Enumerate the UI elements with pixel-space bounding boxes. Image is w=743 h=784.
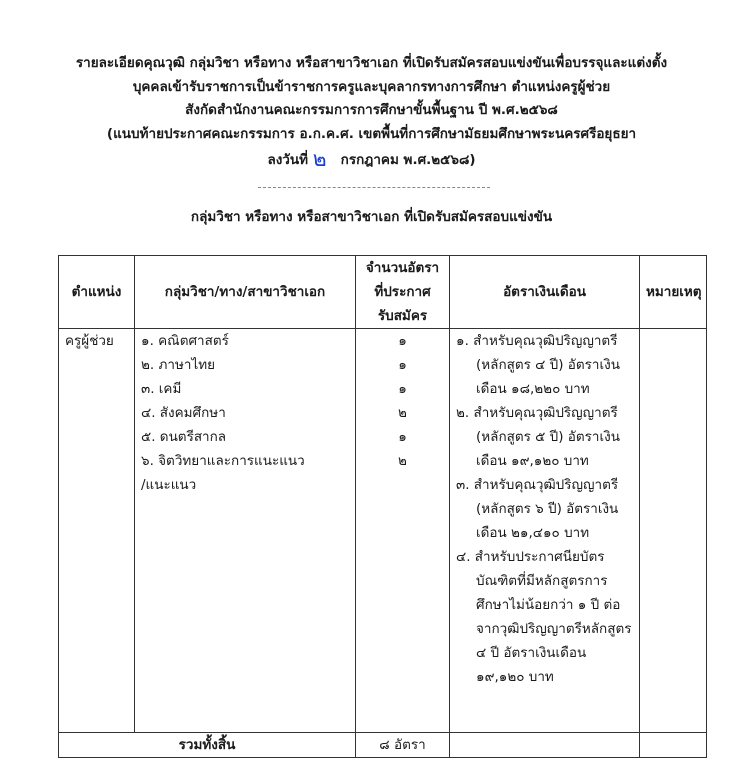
salary-item: ๓. สำหรับคุณวุฒิปริญญาตรี (หลักสูตร ๖ ปี) อัตราเงินเดือน ๒๑,๔๑๐ บาท: [456, 477, 619, 541]
total-note-cell: [640, 733, 707, 758]
count-value: ๑: [398, 381, 407, 397]
count-value: ๑: [398, 333, 407, 349]
count-value: ๑: [398, 357, 407, 373]
header-count: [356, 256, 450, 329]
header-count-line-2: ที่ประกาศ: [374, 284, 431, 300]
subjects-cell: [135, 329, 356, 733]
header-line-1: รายละเอียดคุณวุฒิ กลุ่มวิชา หรือทาง หรือสาขาวิชาเอก ที่เปิดรับสมัครสอบแข่งขันเพื่อบรรจุและแต่งตั้ง: [75, 55, 668, 71]
table-title: กลุ่มวิชา หรือทาง หรือสาขาวิชาเอก ที่เปิดรับสมัครสอบแข่งขัน: [190, 209, 553, 225]
total-salary-cell: [450, 733, 640, 758]
header-date-suffix: กรกฎาคม พ.ศ.๒๕๖๘): [340, 152, 476, 168]
counts-cell: [356, 329, 450, 733]
total-label: รวมทั้งสิ้น: [59, 733, 356, 758]
header-line-5: [40, 146, 703, 173]
count-value: ๒: [398, 453, 407, 469]
header-position: ตำแหน่ง: [59, 256, 135, 329]
total-value: ๘ อัตรา: [356, 733, 450, 758]
header-subject: กลุ่มวิชา/ทาง/สาขาวิชาเอก: [135, 256, 356, 329]
total-row: [59, 733, 707, 758]
salary-cell: [450, 329, 640, 733]
header-line-4: (แนบท้ายประกาศคณะกรรมการ อ.ก.ค.ศ. เขตพื้นที่การศึกษามัธยมศึกษาพระนครศรีอยุธยา: [106, 125, 637, 142]
salary-item: ๔. สำหรับประกาศนียบัตรบัณฑิตที่มีหลักสูตรการศึกษาไม่น้อยกว่า ๑ ปี ต่อจากวุฒิปริญญาตรีหลักสูตร ๔ ปี อัตราเงินเดือน ๑๙,๑๒๐ บาท: [456, 549, 632, 685]
count-value: ๒: [398, 405, 407, 421]
table-body-row: [59, 329, 707, 733]
header-count-line-1: จำนวนอัตรา: [365, 260, 440, 276]
header-note: หมายเหตุ: [640, 256, 707, 329]
subject-item: ๑. คณิตศาสตร์: [141, 333, 229, 349]
salary-item: ๒. สำหรับคุณวุฒิปริญญาตรี (หลักสูตร ๕ ปี) อัตราเงินเดือน ๑๙,๑๒๐ บาท: [456, 405, 620, 469]
header-salary: อัตราเงินเดือน: [450, 256, 640, 329]
subject-item: ๖. จิตวิทยาและการแนะแนว: [141, 453, 305, 469]
document-header: [40, 52, 703, 173]
note-cell: [640, 329, 707, 733]
header-line-2: บุคคลเข้ารับราชการเป็นข้าราชการครูและบุคลากรทางการศึกษา ตำแหน่งครูผู้ช่วย: [132, 78, 611, 95]
subject-item: ๓. เคมี: [141, 381, 182, 397]
position-cell: ครูผู้ช่วย: [59, 329, 135, 733]
salary-item: ๑. สำหรับคุณวุฒิปริญญาตรี (หลักสูตร ๔ ปี) อัตราเงินเดือน ๑๘,๒๒๐ บาท: [456, 333, 620, 397]
header-line-3: สังกัดสำนักงานคณะกรรมการการศึกษาขั้นพื้นฐาน ปี พ.ศ.๒๕๖๘: [185, 102, 558, 118]
handwritten-day: ๒: [312, 147, 327, 171]
count-value: ๑: [398, 429, 407, 445]
header-count-line-3: รับสมัคร: [377, 308, 428, 324]
header-date-prefix: ลงวันที่: [267, 152, 309, 168]
subject-item: ๕. ดนตรีสากล: [141, 429, 227, 445]
divider-line: [258, 187, 490, 188]
subject-item: ๔. สังคมศึกษา: [141, 405, 226, 421]
subjects-table: [58, 255, 707, 758]
table-header-row: [59, 256, 707, 329]
subject-item: ๒. ภาษาไทย: [141, 357, 216, 373]
subject-item-continued: /แนะแนว: [141, 477, 197, 493]
